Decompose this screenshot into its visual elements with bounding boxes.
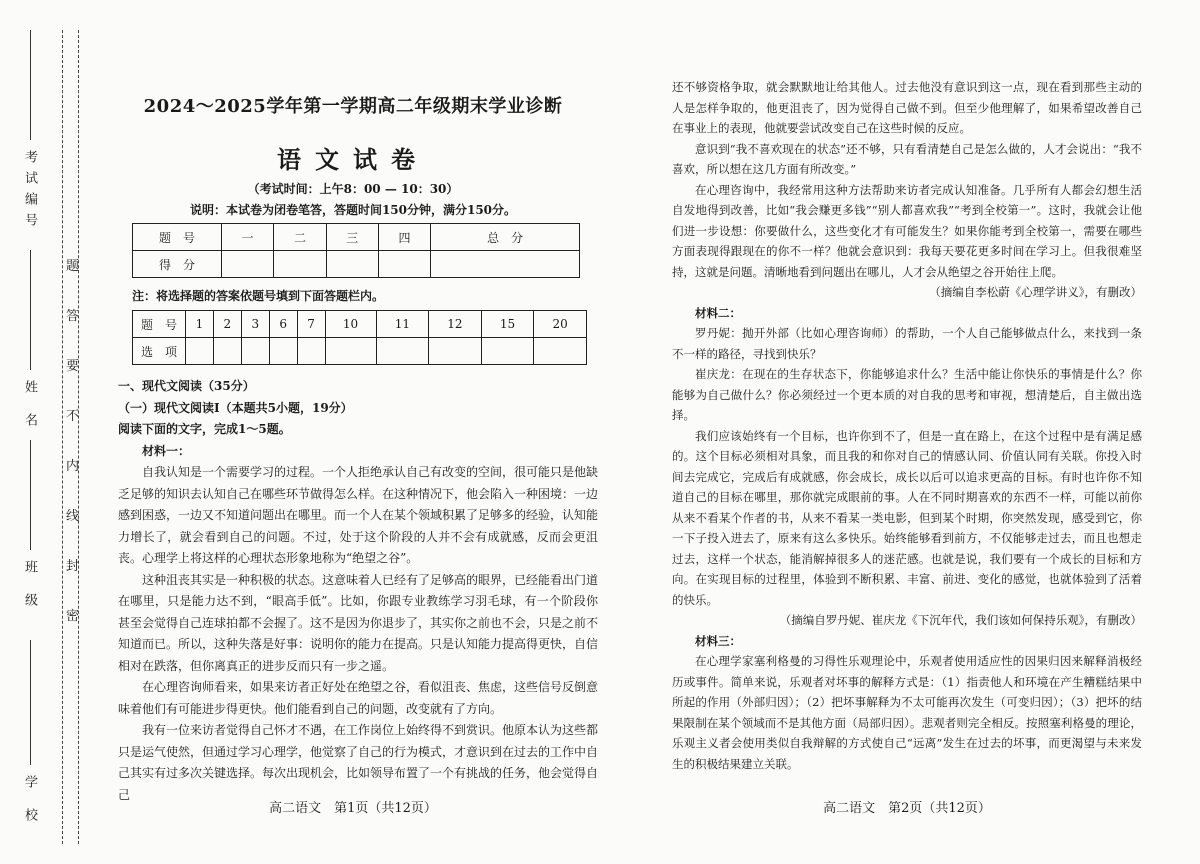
answer-number-cell: 2 — [213, 311, 241, 338]
page-footer: 高二语文 第1页（共12页） — [269, 801, 437, 816]
score-cell[interactable] — [431, 251, 580, 278]
seal-char: 线 — [66, 509, 80, 524]
material-1-label: 材料一： — [142, 443, 191, 458]
score-table-header-row — [133, 224, 580, 251]
answer-choice-cell[interactable] — [534, 338, 587, 365]
reading-prompt: 阅读下面的文字，完成1～5题。 — [118, 422, 291, 436]
subsection-heading: （一）现代文阅读Ⅰ（本题共5小题，19分） — [118, 400, 353, 415]
answer-number-cell: 7 — [297, 311, 325, 338]
source-citation: （摘编自罗丹妮、崔庆龙《下沉年代，我们该如何保持乐观》，有删改） — [779, 613, 1142, 627]
left-body — [118, 376, 598, 806]
page-1 — [118, 0, 598, 864]
answer-choice-cell[interactable] — [241, 338, 269, 365]
score-row-label: 得 分 — [133, 251, 222, 278]
exam-time: （考试时间：上午8：00 — 10：30） — [247, 182, 459, 196]
name-blank[interactable] — [30, 250, 31, 370]
score-table-score-row — [133, 251, 580, 278]
score-header-cell: 二 — [274, 224, 326, 251]
seal-char: 答 — [66, 309, 80, 324]
right-body — [672, 77, 1142, 774]
answer-number-cell: 6 — [269, 311, 297, 338]
seal-char: 内 — [66, 459, 80, 474]
answer-number-cell: 1 — [186, 311, 214, 338]
answer-number-cell: 12 — [429, 311, 482, 338]
score-header-cell: 三 — [326, 224, 378, 251]
answer-row-label: 选 项 — [133, 338, 186, 365]
answer-choice-cell[interactable] — [376, 338, 429, 365]
answer-number-cell: 10 — [325, 311, 376, 338]
paragraph: 自我认知是一个需要学习的过程。一个人拒绝承认自己有改变的空间，很可能只是他缺乏足够的知识去认知自己在哪些环节做得怎么样。在这种情况下，他会陷入一种困境：一边感到困惑，一边又不知道问题出在哪里。而一个人在某个领域积累了足够多的经验，认知能力增长了，就会看到自己的问题。不过，处于这个阶段的人并不会有成就感，反而会更沮丧。心理学上将这样的心理状态形象地称为“绝望之谷”。 — [118, 465, 599, 565]
binding-dashed-line — [62, 30, 63, 844]
material-2-label: 材料二： — [695, 305, 741, 320]
seal-char: 要 — [66, 359, 80, 374]
answer-number-cell: 11 — [376, 311, 429, 338]
paragraph: 在心理咨询师看来，如果来访者正好处在绝望之谷，看似沮丧、焦虑，这些信号反倒意味着他们有可能进步得更快。他们能看到自己的问题，改变就有了方向。 — [118, 680, 599, 716]
exam-number-label: 考试编号 — [22, 150, 37, 234]
exam-number-blank[interactable] — [30, 30, 31, 140]
paragraph: 意识到“我不喜欢现在的状态”还不够，只有看清楚自己是怎么做的，人才会说出：“我不喜欢，所以想在这几方面有所改变。” — [672, 141, 1142, 176]
class-blank[interactable] — [30, 440, 31, 550]
binding-margin — [0, 0, 118, 864]
paragraph: 我有一位来访者觉得自己怀才不遇，在工作岗位上始终得不到赏识。他原本认为这些都只是运气使然，但通过学习心理学，他觉察了自己的行为模式，才意识到在过去的工作中自己其实有过多次关键选择。每次出现机会，比如领导布置了一个有挑战的任务，他会觉得自己 — [118, 723, 599, 802]
seal-char: 不 — [66, 409, 80, 424]
paper-name: 语文试卷 — [277, 145, 429, 174]
score-header-cell: 一 — [222, 224, 274, 251]
answer-table-choice-row — [133, 338, 587, 365]
paragraph: 在心理咨询中，我经常用这种方法帮助来访者完成认知准备。几乎所有人都会幻想生活自发地得到改善，比如“我会赚更多钱”“别人都喜欢我”“考到全校第一”。这时，我就会让他们进一步设想：你要做什么，这些变化才有可能发生？如果你能考到全校第一，需要在哪些方面表现得跟现在的你不一样？他就会意识到：我每天要花更多时间在学习上。但我很难坚持，这就是问题。清晰地看到问题出在哪儿，人才会从绝望之谷开始往上爬。 — [672, 182, 1142, 279]
score-cell[interactable] — [274, 251, 326, 278]
paragraph: 在心理学家塞利格曼的习得性乐观理论中，乐观者使用适应性的因果归因来解释消极经历或事件。简单来说，乐观者对坏事的解释方式是：（1）指责他人和环境在产生糟糕结果中所起的作用（外部归因）；（2）把坏事解释为不太可能再次发生（可变归因）；（3）把坏的结果限制在某个领域而不是其他方面（局部归因）。悲观者则完全相反。按照塞利格曼的理论，乐观主义者会使用类似自我辩解的方式使自己“远离”发生在过去的坏事，而更渴望与未来发生的积极结果建立关联。 — [672, 654, 1142, 771]
score-cell[interactable] — [222, 251, 274, 278]
answer-choice-cell[interactable] — [186, 338, 214, 365]
class-label: 班 级 — [22, 560, 37, 615]
page-footer: 高二语文 第2页（共12页） — [823, 801, 991, 816]
score-header-cell: 总 分 — [431, 224, 580, 251]
paragraph: 我们应该始终有一个目标，也许你到不了，但是一直在路上，在这个过程中是有满足感的。这个目标必须相对具象，而且我的和你对自己的情感认同、价值认同有关联。你投入时间去完成它，完成后有成就感，你会成长，成长以后可以追求更高的目标。有时也许你不知道自己的目标在哪里，那你就完成眼前的事。人在不同时期喜欢的东西不一样，可能以前你从来不看某个作者的书，从来不看某一类电影，但到某个时期，你突然发现，感受到它，你一下子投入进去了，原来有这么多快乐。始终能够看到前方，不仅能够走过去，而且也想走过去，这样一个状态，能消解掉很多人的迷茫感。也就是说，我们要有一个成长的目标和方向。在实现目标的过程里，体验到不断积累、丰富、前进、变化的感觉，也就体验到了活着的快乐。 — [672, 428, 1142, 607]
source-citation: （摘编自李松蔚《心理学讲义》，有删改） — [929, 285, 1142, 299]
paragraph: 还不够资格争取，就会默默地让给其他人。过去他没有意识到这一点，现在看到那些主动的人是怎样争取的，他更沮丧了，因为觉得自己做不到。但至少他理解了，如果希望改善自己在事业上的表现，他就要尝试改变自己在这些时候的反应。 — [672, 80, 1142, 135]
answer-number-cell: 15 — [481, 311, 534, 338]
exam-instructions: 说明：本试卷为闭卷笔答，答题时间150分钟，满分150分。 — [189, 203, 517, 217]
school-label: 学 校 — [22, 775, 37, 830]
answer-choice-cell[interactable] — [297, 338, 325, 365]
section-heading: 一、现代文阅读（35分） — [118, 379, 255, 393]
paragraph: 罗丹妮：抛开外部（比如心理咨询师）的帮助，一个人自己能够做点什么，来找到一条不一样的路径，寻找到快乐？ — [672, 326, 1142, 361]
answer-table-number-row — [133, 311, 587, 338]
answer-choice-cell[interactable] — [429, 338, 482, 365]
answer-note: 注：将选择题的答案依题号填到下面答题栏内。 — [132, 289, 385, 303]
answer-choice-cell[interactable] — [269, 338, 297, 365]
score-header-cell: 题 号 — [133, 224, 222, 251]
name-label: 姓 名 — [22, 380, 37, 435]
score-header-cell: 四 — [378, 224, 430, 251]
answer-table — [132, 310, 587, 365]
page-2 — [672, 0, 1142, 864]
seal-char: 密 — [66, 609, 80, 624]
score-cell[interactable] — [326, 251, 378, 278]
paragraph: 崔庆龙：在现在的生存状态下，你能够追求什么？生活中能让你快乐的事情是什么？你能够为自己做什么？你必须经过一个更本质的对自我的思考和审视，想清楚后，自主做出选择。 — [672, 367, 1142, 422]
seal-char: 封 — [66, 559, 80, 574]
answer-header-cell: 题 号 — [133, 311, 186, 338]
answer-number-cell: 3 — [241, 311, 269, 338]
answer-choice-cell[interactable] — [213, 338, 241, 365]
score-cell[interactable] — [378, 251, 430, 278]
material-3-label: 材料三： — [695, 633, 741, 648]
answer-number-cell: 20 — [534, 311, 587, 338]
answer-choice-cell[interactable] — [481, 338, 534, 365]
paragraph: 这种沮丧其实是一种积极的状态。这意味着人已经有了足够高的眼界，已经能看出门道在哪里，只是能力达不到，“眼高手低”。比如，你跟专业教练学习羽毛球，有一个阶段你甚至会觉得自己连球拍都不会握了。这不是因为你退步了，其实你之前也不会，只是之前不知道而已。所以，这种失落是好事：说明你的能力在提高。只是认知能力提高得更快，自信相对在跌落，但你离真正的进步反而只有一步之遥。 — [118, 572, 599, 673]
binding-dashed-line-2 — [78, 30, 79, 844]
score-table — [132, 223, 580, 278]
school-blank[interactable] — [30, 640, 31, 765]
seal-char: 题 — [66, 259, 80, 274]
answer-choice-cell[interactable] — [325, 338, 376, 365]
exam-title: 2024～2025学年第一学期高二年级期末学业诊断 — [143, 96, 563, 117]
